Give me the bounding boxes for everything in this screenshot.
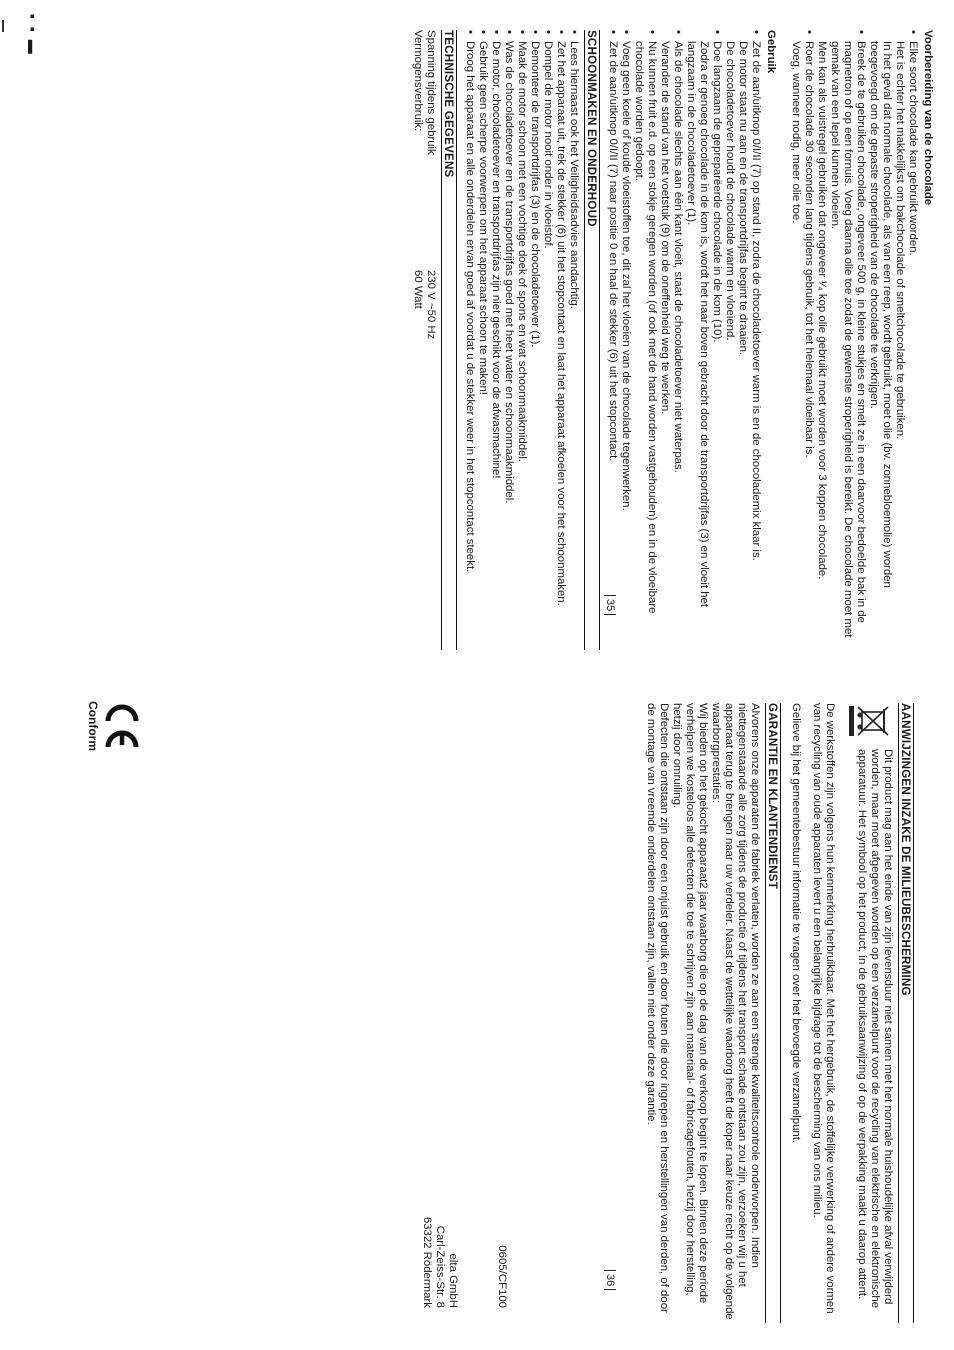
address-line: 63322 Rödermark bbox=[421, 1216, 433, 1308]
page-number: 35 bbox=[604, 595, 616, 615]
warranty-heading: GARANTIE EN KLANTENDIENST bbox=[765, 703, 781, 1323]
list-item: • Breek de te gebruiken chocolade, ongeveer 500 g, in kleine stukjes en smelt ze in een daarvoor bedoelde bak in de magnetron of op een fornuis. Voeg daarna olie toe zodat de gewenste stroperigheid is bereikt. De chocolade moet met gemak van een lepel kunnen vloeien. Men kan als vuistregel gebruiken dat ongeveer ¹⁄₄ kop olie gebruikt moet worden voor 3 koppen chocolade. bbox=[815, 30, 867, 650]
env-heading: AANWIJZINGEN INZAKE DE MILIEUBESCHERMING bbox=[898, 703, 914, 1323]
tech-value: 60 Watt bbox=[412, 270, 424, 309]
clean-list bbox=[463, 30, 580, 650]
address-line: Carl-Zeiss-Str. 8 bbox=[434, 1225, 446, 1308]
tech-row bbox=[424, 30, 437, 650]
address-line: elta GmbH bbox=[447, 1253, 459, 1308]
tech-label: Vermogensverbruik: bbox=[412, 30, 424, 132]
warranty-paragraph: Defecten die ontstaan zijn door een onjuist gebruik en door fouten die door ingrepen en herstellingen van derden, of door de montage van vreemde onderdelen ontstaan zijn, vallen niet onder deze garantie. bbox=[645, 703, 670, 1313]
ce-mark-icon bbox=[102, 699, 142, 753]
clean-heading: SCHOONMAKEN EN ONDERHOUD bbox=[584, 30, 600, 650]
manufacturer-address bbox=[420, 1217, 459, 1308]
list-item: • Doe langzaam de gepreparëerde chocolade in de kom (10). Zodra er genoeg chocolade in de kom is, wordt het naar boven gebracht door de transportdrijfas (3) en vloeit het langzaam in de chocoladetoever (1). bbox=[684, 30, 723, 650]
ce-conformity bbox=[86, 699, 142, 753]
tech-value: 230 V ~50 Hz bbox=[425, 270, 437, 340]
env-paragraph: De werkstoffen zijn volgens hun kenmerking herbruikbaar. Met het hergebruik, de stoffelijke verwerking of andere vormen van recycling van oude apparaten levert u een belangrijke bijdrage tot de bescherming van ons milieu. bbox=[811, 703, 836, 1314]
env-paragraph: Dit product mag aan het einde van zijn levensduur niet samen met het normale huishoudelijke afval verwijderd worden, maar moet afgegeven worden op een verzamelpunt voor de recycling van elektrische en elektronische apparatuur. Het symbool op het product, in de gebruiksaanwijzing of op de verpakking maakt u daarop attent. bbox=[856, 749, 894, 1309]
tech-label: Spanning tijdens gebruik bbox=[425, 30, 437, 155]
tech-row bbox=[411, 30, 424, 650]
right-column bbox=[644, 703, 914, 1323]
list-item: • Zet het apparaat uit, trek de stekker (6) uit het stopcontact en laat het apparaat afkoelen voor het schoonmaken. bbox=[554, 30, 567, 650]
crop-mark bbox=[2, 20, 4, 32]
list-item: • Demonteer de transportdrijfas (3) en de chocoladetoever (1). bbox=[528, 30, 541, 650]
list-item: • Droog het apparaat en alle onderdelen ervan goed af voordat u de stekker weer in het stopcontact steekt. bbox=[463, 30, 476, 650]
left-column bbox=[411, 30, 934, 650]
list-item: • Voeg geen koele of koude vloeistoffen toe, dit zal het vloeien van de chocolade tegenwerken. bbox=[619, 30, 632, 650]
list-item: • Maak de motor schoon met een vochtige doek of spons en wat schoonmaakmiddel. bbox=[515, 30, 528, 650]
page-36 bbox=[0, 675, 954, 1350]
prep-list bbox=[789, 30, 919, 650]
warranty-paragraph: Alvorens onze apparaten de fabriek verlaten, worden ze aan een strenge kwaliteitscontrole onderworpen. Indien niettegenstaande alle zorg tijdens de productie of tijdens het transport schade ontstaan zou zijn, verzoeken wij u het apparaat terug te brengen naar uw verdeler. Naast de wettelijke waarborg heeft de koper naar keuze recht op de volgende waarborgprestaties: bbox=[710, 703, 761, 1320]
list-item: • Roer de chocolade 30 seconden lang tijdens gebruik, tot het helemaal vloeibaar is. Voeg, wanneer nodig, meer olie toe. bbox=[789, 30, 815, 650]
list-item: • De motor, chocoladetoever en transportdrijfas zijn niet geschikt voor de afwasmachine! bbox=[489, 30, 502, 650]
list-item: • Was de chocoladetoever en de transportdrijfas goed met heet water en schoonmaakmiddel. bbox=[502, 30, 515, 650]
list-item: • Als de chocolade slechts aan één kant vloeit, staat de chocoladetoever niet waterpas. Verander de stand van het voetstuk (9) om de oneffenheid weg te werken. bbox=[658, 30, 684, 650]
warranty-paragraph: Wij bieden op het gekocht apparaat2 jaar waarborg die op de dag van de verkoop begint te lopen. Binnen deze periode verhelpen we kosteloos alle defecten die toe te schrijven zijn aan materiaal- of fabricagefouten, hetzij door herstelling, hetzij door omruiling. bbox=[671, 703, 709, 1304]
env-notice bbox=[844, 703, 894, 1323]
list-item: • Gebruik geen scherpe voorwerpen om het apparaat schoon te maken! bbox=[476, 30, 489, 650]
env-paragraph: Gelieve bij het gemeentebestuur informatie te vragen over het bevoegde verzamelpunt. bbox=[790, 703, 802, 1144]
list-item: • Zet de aan/uitknop 0/I/II (7) op stand II, zodra de chocoladetoever warm is en de chocolademix klaar is. De motor staat nu aan en de transportdrijfas begint te draaien. De chocoladetoever houdt de chocolade warm en vloeiend. bbox=[723, 30, 762, 650]
page-number: 36 bbox=[604, 1270, 616, 1290]
top-decoration: ▪ ▪ ▬ bbox=[25, 14, 41, 56]
crossed-out-wheelie-bin-icon bbox=[844, 703, 892, 739]
list-item: • Zet de aan/uitknop 0/I/II (7) naar positie 0 en haal de stekker (6) uit het stopcontact. bbox=[606, 30, 619, 650]
tech-heading: TECHNISCHE GEGEVENS bbox=[441, 30, 457, 650]
use-heading: Gebruik bbox=[765, 30, 777, 74]
list-item: • Lees hiernaast ook het Veiligheidsadvies aandachtig. bbox=[567, 30, 580, 650]
list-item: • Elke soort chocolade kan gebruikt worden. Het is echter het makkelijkst om bakchocolade of smeltchocolade te gebruiken. In het geval dat normale chocolade, als van een reep, wordt gebruikt, moet olie (bv. zonnebloemolie) worden toegevoegd om de gepaste stroperigheid van de chocolade te verkrijgen. bbox=[867, 30, 919, 650]
ce-label: Conform bbox=[86, 701, 100, 751]
list-item: • Nu kunnen fruit e.d. op een stokje geregen worden (of ook met de hand worden vastgehouden) en in de vloeibare chocolade worden gedoopt. bbox=[632, 30, 658, 650]
list-item: • Dompel de motor nooit onder in vloeistof. bbox=[541, 30, 554, 650]
use-list bbox=[606, 30, 762, 650]
prep-heading: Voorbereiding van de chocolade bbox=[922, 30, 934, 206]
model-code: 0605/CF100 bbox=[496, 1245, 508, 1308]
